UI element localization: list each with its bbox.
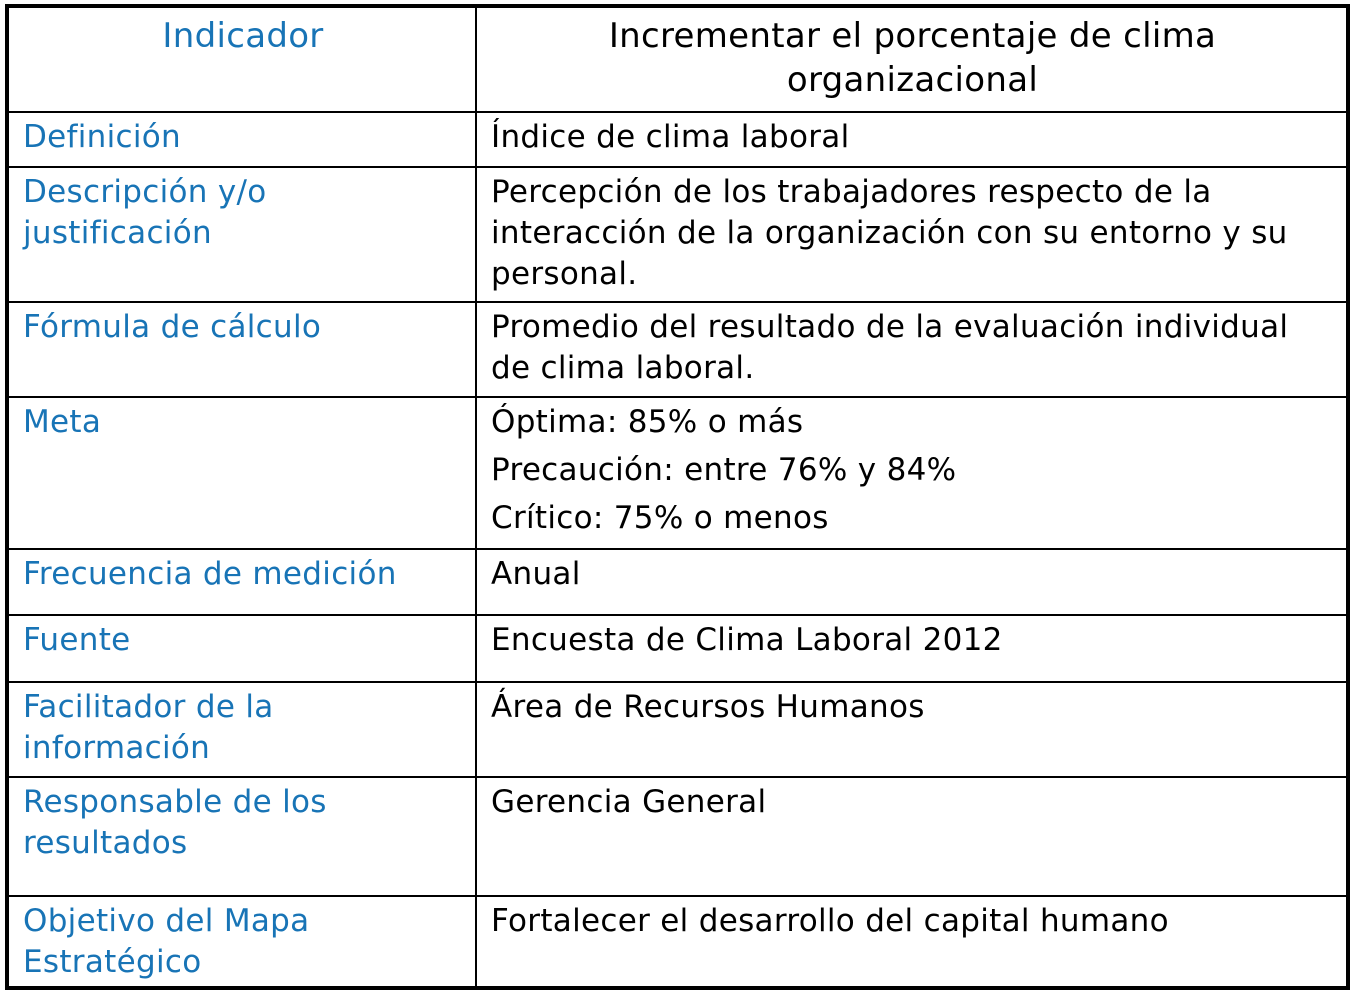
row-value: Índice de clima laboral (476, 112, 1348, 167)
row-value: Gerencia General (476, 777, 1348, 896)
meta-critico: Crítico: 75% o menos (491, 500, 829, 536)
table-row-meta (7, 397, 1348, 549)
row-label: Responsable de los resultados (7, 777, 476, 896)
row-value-meta (476, 397, 1348, 549)
row-label: Fuente (7, 615, 476, 682)
row-value: Promedio del resultado de la evaluación individual de clima laboral. (476, 302, 1348, 397)
row-value: Anual (476, 549, 1348, 615)
header-label: Indicador (7, 6, 476, 112)
table-row-definicion (7, 112, 1348, 167)
row-value: Fortalecer el desarrollo del capital humano (476, 896, 1348, 988)
indicator-sheet-table (5, 4, 1350, 990)
table-row-fuente (7, 615, 1348, 682)
row-label: Descripción y/o justificación (7, 167, 476, 302)
row-label: Fórmula de cálculo (7, 302, 476, 397)
row-label: Frecuencia de medición (7, 549, 476, 615)
table-row-responsable (7, 777, 1348, 896)
row-label: Definición (7, 112, 476, 167)
row-label: Objetivo del Mapa Estratégico (7, 896, 476, 988)
table-row-frecuencia (7, 549, 1348, 615)
row-value: Encuesta de Clima Laboral 2012 (476, 615, 1348, 682)
row-value: Área de Recursos Humanos (476, 682, 1348, 777)
table-row-descripcion (7, 167, 1348, 302)
header-value: Incrementar el porcentaje de clima organizacional (476, 6, 1348, 112)
row-label: Facilitador de la información (7, 682, 476, 777)
header-row (7, 6, 1348, 112)
table-row-facilitador (7, 682, 1348, 777)
row-label: Meta (7, 397, 476, 549)
table-row-objetivo (7, 896, 1348, 988)
meta-optima: Óptima: 85% o más (491, 404, 804, 440)
meta-precaucion: Precaución: entre 76% y 84% (491, 452, 957, 488)
row-value: Percepción de los trabajadores respecto de la interacción de la organización con su entorno y su personal. (476, 167, 1348, 302)
table-row-formula (7, 302, 1348, 397)
